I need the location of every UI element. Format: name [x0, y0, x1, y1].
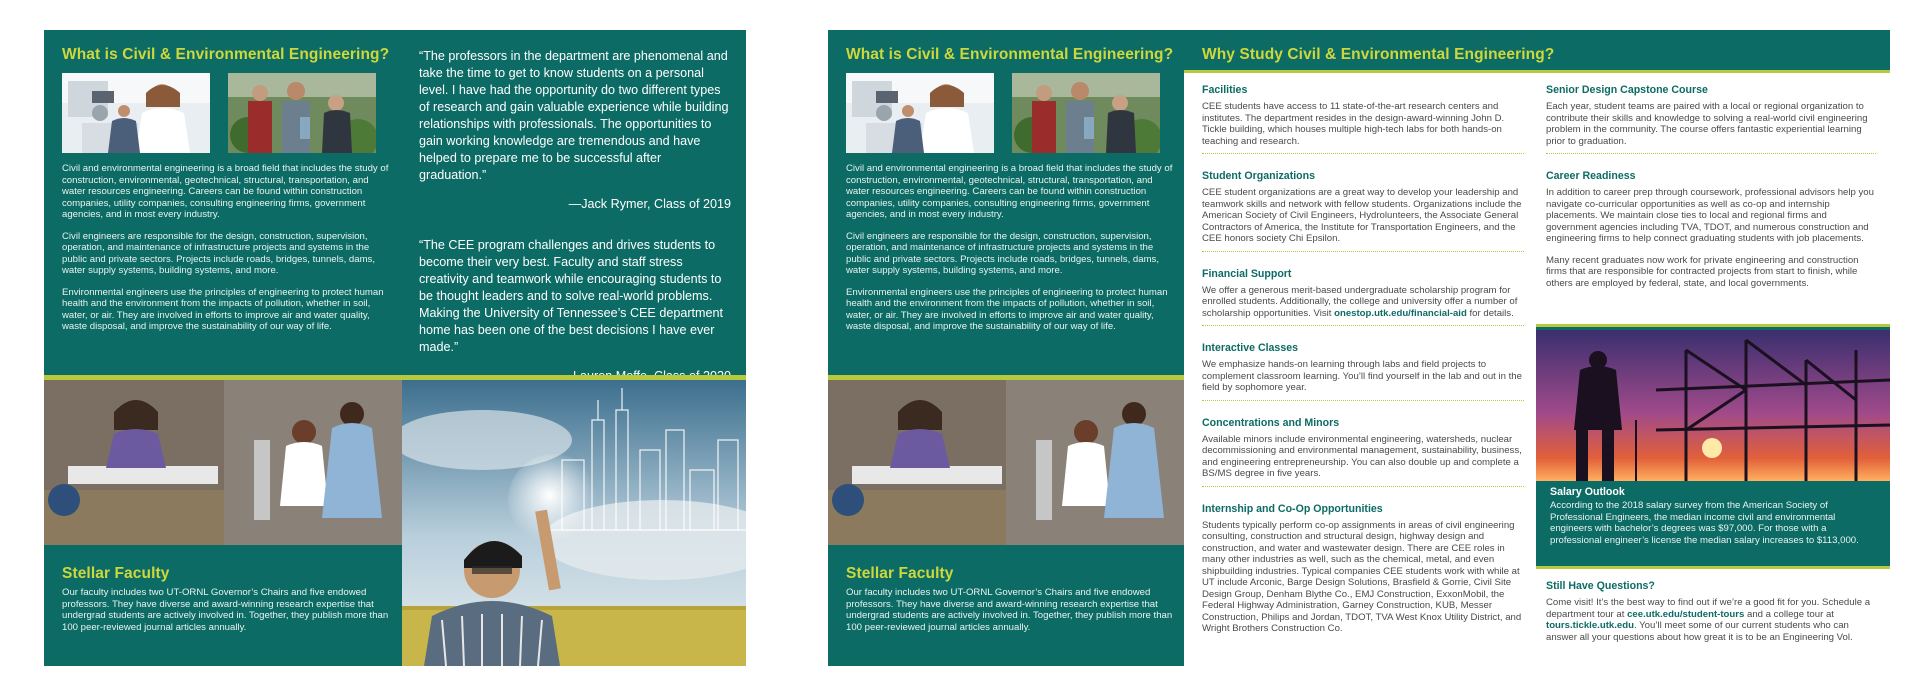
page-title: Why Study Civil & Environmental Engineering?: [1202, 46, 1555, 63]
reason-section: [1202, 166, 1524, 252]
reason-section: [1546, 166, 1876, 289]
divider: [1536, 566, 1890, 569]
right-page: [828, 30, 1890, 666]
intro-paragraph: Civil and environmental engineering is a broad field that includes the study of construction, environmental, geotechnical, structural, transportation, and water resources engineering. Careers can be found within construction companies, utility companies, consulting engineering firms, government agencies, and in most every industry.: [846, 163, 1173, 220]
reason-section: [1202, 338, 1524, 401]
students-greenhouse-photo: [228, 73, 376, 153]
lab-microscope-photo: [846, 73, 994, 153]
intro-paragraph: Civil and environmental engineering is a broad field that includes the study of construction, environmental, geotechnical, structural, transportation, and water resources engineering. Careers can be found within construction companies, utility companies, consulting engineering firms, government agencies, and in most every industry.: [62, 163, 389, 220]
intro-paragraph: Environmental engineers use the principles of engineering to protect human health and the environment from the impacts of pollution, whether in soil, water, or air. They are involved in efforts to improve air and water quality, waste disposal, and improve the sustainability of our way of life.: [846, 286, 1168, 332]
questions-text: and a college tour at: [1744, 608, 1834, 620]
dotted-divider: [1546, 153, 1876, 154]
questions-heading: Still Have Questions?: [1546, 580, 1655, 592]
reason-section: [1546, 80, 1876, 154]
dotted-divider: [1202, 486, 1524, 487]
page-title: What is Civil & Environmental Engineering?: [846, 46, 1174, 63]
reason-section: [1202, 499, 1524, 635]
quote-text: “The CEE program challenges and drives students to become their very best. Faculty and staff stress creativity and teamwork while encouraging students to be thought leaders and to solve real-world problems. Making the University of Tennessee’s CEE department home has been one of the best decisions I have ever made.”: [419, 238, 724, 354]
questions-section: [1546, 576, 1876, 643]
reason-heading: Senior Design Capstone Course: [1546, 84, 1708, 96]
salary-heading: Salary Outlook: [1550, 486, 1625, 498]
reasons-column: [1202, 80, 1524, 647]
reason-body: Many recent graduates now work for private engineering and construction firms that are responsible for contracted projects from start to finish, while others are employed by federal, state, and local governments.: [1546, 254, 1859, 289]
why-study-header: [1184, 30, 1890, 70]
faculty-panel: [828, 545, 1184, 666]
reason-section: [1202, 80, 1524, 154]
left-page: [44, 30, 746, 666]
reason-section: [1202, 264, 1524, 327]
intro-body: [846, 163, 1176, 343]
intro-paragraph: Environmental engineers use the principles of engineering to protect human health and the environment from the impacts of pollution, whether in soil, water, or air. They are involved in efforts to improve air and water quality, waste disposal, and improve the sustainability of our way of life.: [62, 286, 384, 332]
reason-body: [1202, 285, 1524, 320]
reason-text: for details.: [1466, 307, 1514, 319]
reason-body: CEE students have access to 11 state-of-the-art research centers and institutes. The department resides in the design-award-winning John D. Tickle building, which houses multiple high-tech labs for both hands-on teaching and research.: [1202, 101, 1505, 147]
reason-text: Visit: [1313, 307, 1335, 319]
students-lab-photo: [828, 380, 1184, 545]
reason-section: [1202, 413, 1524, 487]
reason-text: We offer a generous merit-based undergraduate scholarship program for enrolled students. Additionally, the college and university offer a number of scholarship opportunities.: [1202, 284, 1518, 319]
reason-heading: Student Organizations: [1202, 170, 1316, 182]
college-tours-link[interactable]: tours.tickle.utk.edu: [1546, 620, 1634, 631]
quote-attribution: —Jack Rymer, Class of 2019: [568, 197, 731, 211]
reason-heading: Financial Support: [1202, 267, 1292, 280]
dotted-divider: [1202, 251, 1524, 252]
reason-body: In addition to career prep through coursework, professional advisors help you navigate co-curricular opportunities as well as co-op and internship placements. We maintain close ties to local and regional firms and government agencies including TVA, TDOT, and numerous construction and engineering firms to help connect graduating students with job placements.: [1546, 187, 1874, 244]
divider: [1184, 70, 1890, 73]
intro-body: [62, 163, 392, 343]
reason-heading: Facilities: [1202, 84, 1248, 96]
section-heading: Stellar Faculty: [846, 565, 954, 582]
reason-heading: Career Readiness: [1546, 170, 1636, 182]
right-left-panel: [828, 30, 1184, 666]
student-quotes: [419, 48, 731, 409]
quote-text: “The professors in the department are phenomenal and take the time to get to know students on a personal level. I have had the opportunity do two different types of research and gain valuable experience while building relationships with professionals. The opportunities to gain working knowledge are tremendous and have helped to prepare me to be successful after graduation.”: [419, 49, 729, 182]
lab-microscope-photo: [62, 73, 210, 153]
student-tours-link[interactable]: cee.utk.edu/student-tours: [1627, 608, 1745, 620]
reason-body: Available minors include environmental engineering, watersheds, nuclear decommissioning and environmental management, sustainability, business, and engineering entrepreneurship. You can also double up and complete a BS/MS degree in five years.: [1202, 433, 1522, 479]
salary-panel: [1536, 324, 1890, 566]
questions-text: Come visit! It’s the best way to find out if we’re a good fit for you. Schedule a department tour at: [1546, 597, 1871, 620]
construction-sunset-photo: [1536, 330, 1890, 481]
section-heading: Stellar Faculty: [62, 565, 170, 582]
questions-text: . You’ll meet some of our current students who can answer all your questions about how great it is to be an Engineering Vol.: [1546, 620, 1853, 643]
reason-heading: Interactive Classes: [1202, 342, 1298, 354]
reasons-column: [1546, 80, 1876, 301]
left-top-panel: [44, 30, 746, 375]
faculty-body: Our faculty includes two UT-ORNL Governor’s Chairs and five endowed professors. They have diverse and award-winning research expertise that undergrad students are actively involved in. Together, they publish more than 100 peer-reviewed journal articles annually.: [846, 587, 1173, 633]
page-title: What is Civil & Environmental Engineering?: [62, 46, 390, 63]
reason-heading: Internship and Co-Op Opportunities: [1202, 502, 1383, 515]
faculty-body: Our faculty includes two UT-ORNL Governor’s Chairs and five endowed professors. They have diverse and award-winning research expertise that undergrad students are actively involved in. Together, they publish more than 100 peer-reviewed journal articles annually.: [62, 587, 389, 633]
intro-paragraph: Civil engineers are responsible for the design, construction, supervision, operation, and maintenance of infrastructure projects and systems in the public and private sectors. Projects include roads, bridges, tunnels, dams, water supply systems, building systems, and more.: [62, 230, 376, 276]
students-lab-photo: [44, 380, 402, 545]
reason-body: Each year, student teams are paired with a local or regional organization to contribute their skills and knowledge to solving a real-world civil engineering problem in the community. The course offers fantastic experiential learning prior to graduation.: [1546, 101, 1868, 147]
dotted-divider: [1202, 153, 1524, 154]
dotted-divider: [1202, 400, 1524, 401]
questions-body: [1546, 597, 1876, 643]
city-sky-photo: [402, 380, 746, 666]
students-greenhouse-photo: [1012, 73, 1160, 153]
faculty-panel: [44, 545, 402, 666]
reason-body: We emphasize hands-on learning through labs and field projects to complement classroom learning. You’ll find yourself in the lab and out in the field by sophomore year.: [1202, 359, 1522, 393]
financial-aid-link[interactable]: onestop.utk.edu/financial-aid: [1334, 307, 1467, 319]
image-row: [44, 380, 746, 666]
salary-body: According to the 2018 salary survey from the American Society of Professional Engineers, the median income civil and environmental engineers with bachelor’s degrees was $97,000. For those with a professional engineer’s license the median salary increases to $113,000.: [1550, 500, 1859, 546]
reason-body: Students typically perform co-op assignments in areas of civil engineering consulting, construction and structural design, highway design and construction, and water and wastewater design. There are CEE roles in many other industries as well, such as the chemical, metal, and even shipbuilding industries. Typical companies CEE students work with while at UT include Arconic, Barge Design Solutions, Brasfield & Gorrie, Civil Site Design Group, Denham Blythe Co., EMJ Construction, ExxonMobil, the Federal Highway Administration, Garney Construction, KUB, Messer Construction, Philips and Jordan, TDOT, TVA West Knox Utility District, and Wright Brothers Construction Co.: [1202, 519, 1522, 634]
divider: [1536, 324, 1890, 327]
reason-body: CEE student organizations are a great way to develop your leadership and teamwork skills and network with fellow students. Organizations include the American Society of Civil Engineers, Hydrolunteers, the Associate General Contractors of America, the Institute for Transportation Engineers, and the CEE honors society Chi Epsilon.: [1202, 187, 1522, 244]
intro-paragraph: Civil engineers are responsible for the design, construction, supervision, operation, and maintenance of infrastructure projects and systems in the public and private sectors. Projects include roads, bridges, tunnels, dams, water supply systems, building systems, and more.: [846, 230, 1160, 276]
dotted-divider: [1202, 325, 1524, 326]
reason-heading: Concentrations and Minors: [1202, 416, 1340, 429]
